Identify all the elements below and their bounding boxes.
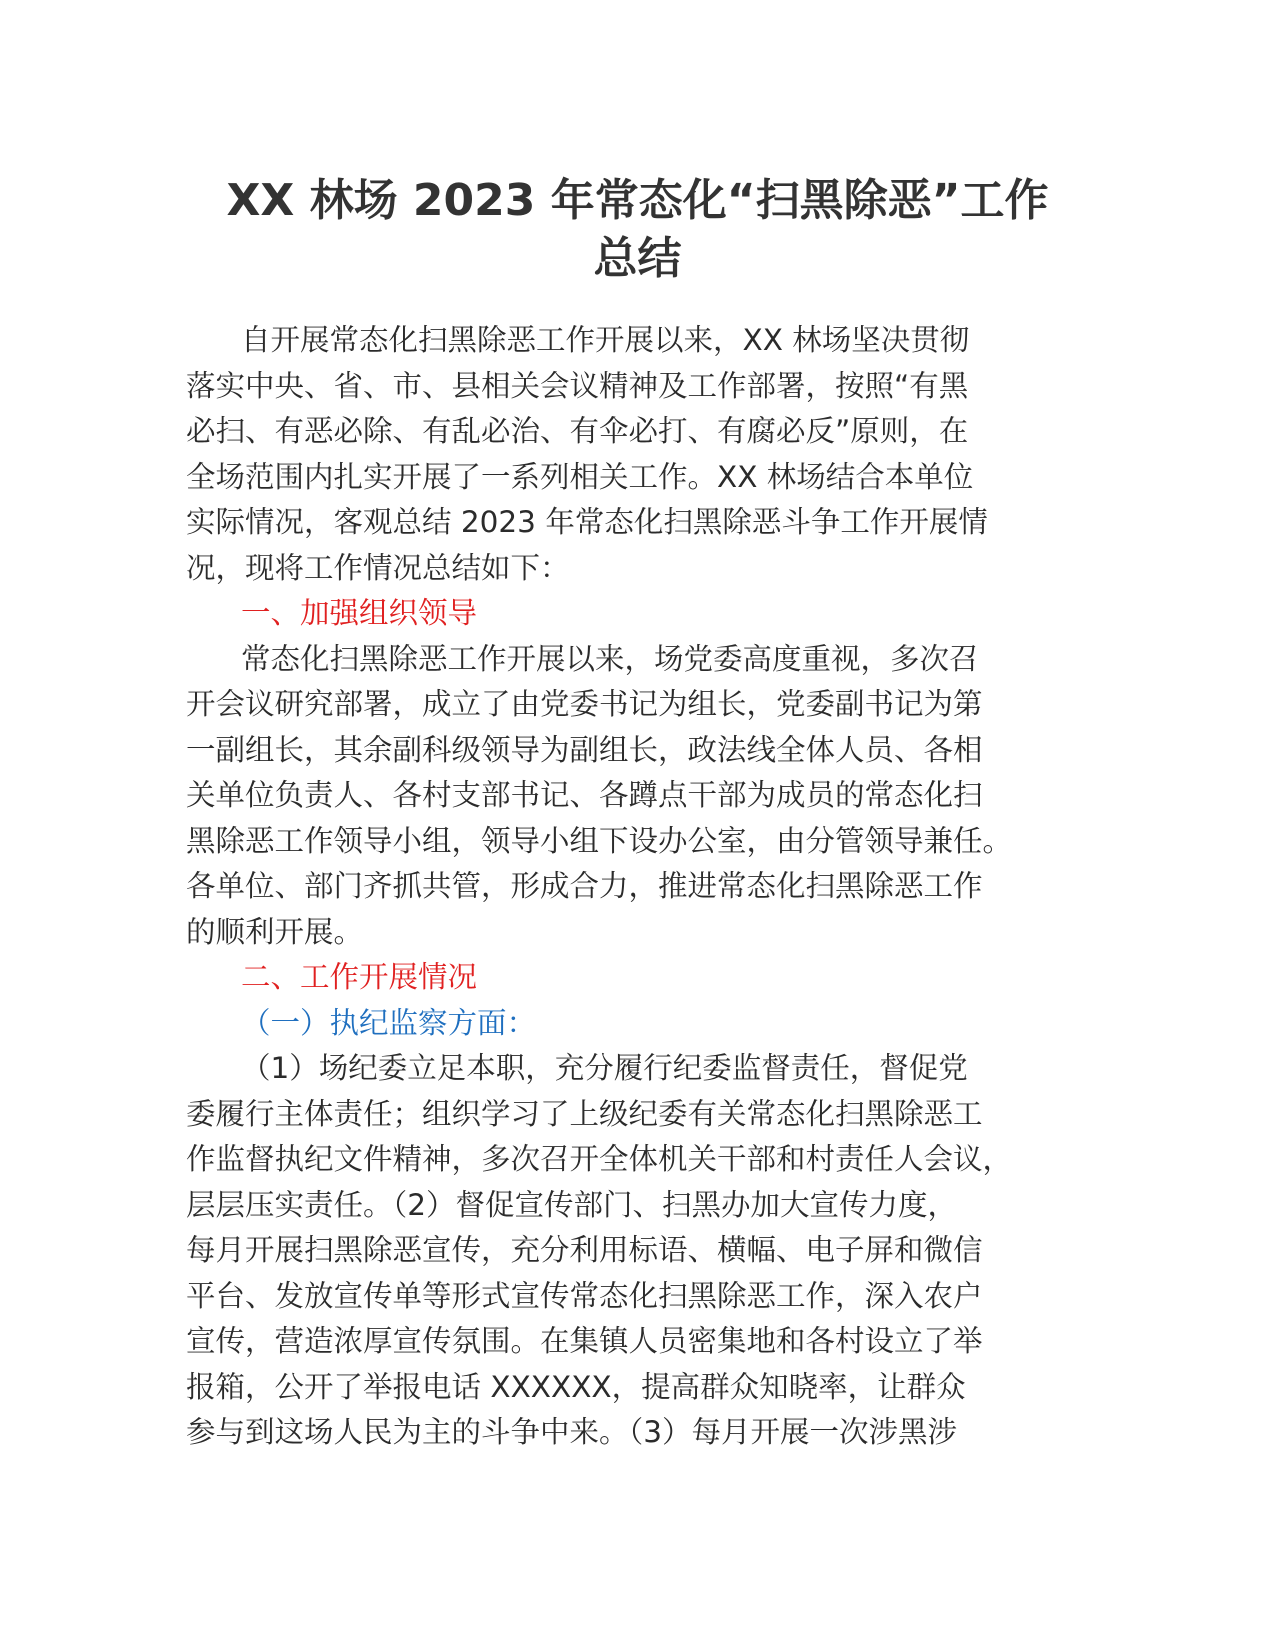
paragraph-line: 参与到这场人民为主的斗争中来。（3）每月开展一次涉黑涉 [186,1415,958,1449]
paragraph-line: 各单位、部门齐抓共管，形成合力，推进常态化扫黑除恶工作 [186,869,983,903]
paragraph-line: 平台、发放宣传单等形式宣传常态化扫黑除恶工作，深入农户 [186,1278,983,1313]
paragraph-line: 的顺利开展。 [186,914,364,949]
intro-paragraph [186,318,1096,591]
subsection-heading-discipline: （一）执纪监察方面： [241,1005,537,1040]
title-line: 总结 [593,233,682,284]
paragraph-line: 实际情况，客观总结 2023 年常态化扫黑除恶斗争工作开展情 [186,505,988,539]
paragraph-line: 层层压实责任。（2）督促宣传部门、扫黑办加大宣传力度， [186,1187,958,1222]
document-title [150,172,1125,288]
paragraph-line: 作监督执纪文件精神，多次召开全体机关干部和村责任人会议， [186,1142,1013,1176]
paragraph-line: 全场范围内扎实开展了一系列相关工作。XX 林场结合本单位 [186,459,974,494]
paragraph-line: 黑除恶工作领导小组，领导小组下设办公室，由分管领导兼任。 [186,823,1013,858]
organization-paragraph [186,637,1096,956]
paragraph-line: 常态化扫黑除恶工作开展以来，场党委高度重视，多次召 [241,641,979,676]
paragraph-line: 每月开展扫黑除恶宣传，充分利用标语、横幅、电子屏和微信 [186,1233,983,1267]
paragraph-line: 报箱，公开了举报电话 XXXXXX，提高群众知晓率，让群众 [186,1369,966,1404]
paragraph-line: （1）场纪委立足本职，充分履行纪委监督责任，督促党 [241,1051,968,1085]
paragraph-line: 一副组长，其余副科级领导为副组长，政法线全体人员、各相 [186,732,983,767]
document-body [186,318,1096,1456]
paragraph-line: 必扫、有恶必除、有乱必治、有伞必打、有腐必反”原则，在 [186,414,969,448]
section-heading-organization: 一、加强组织领导 [241,596,478,630]
paragraph-line: 况，现将工作情况总结如下： [186,550,570,585]
paragraph-line: 宣传，营造浓厚宣传氛围。在集镇人员密集地和各村设立了举 [186,1324,983,1358]
title-line: XX 林场 2023 年常态化“扫黑除恶”工作 [226,175,1049,226]
discipline-paragraph [186,1046,1096,1456]
paragraph-line: 关单位负责人、各村支部书记、各蹲点干部为成员的常态化扫 [186,778,983,812]
paragraph-line: 委履行主体责任；组织学习了上级纪委有关常态化扫黑除恶工 [186,1096,983,1131]
paragraph-line: 开会议研究部署，成立了由党委书记为组长，党委副书记为第 [186,687,983,721]
paragraph-line: 落实中央、省、市、县相关会议精神及工作部署，按照“有黑 [186,368,969,403]
paragraph-line: 自开展常态化扫黑除恶工作开展以来，XX 林场坚决贯彻 [241,323,970,357]
section-heading-work-status: 二、工作开展情况 [241,960,478,994]
